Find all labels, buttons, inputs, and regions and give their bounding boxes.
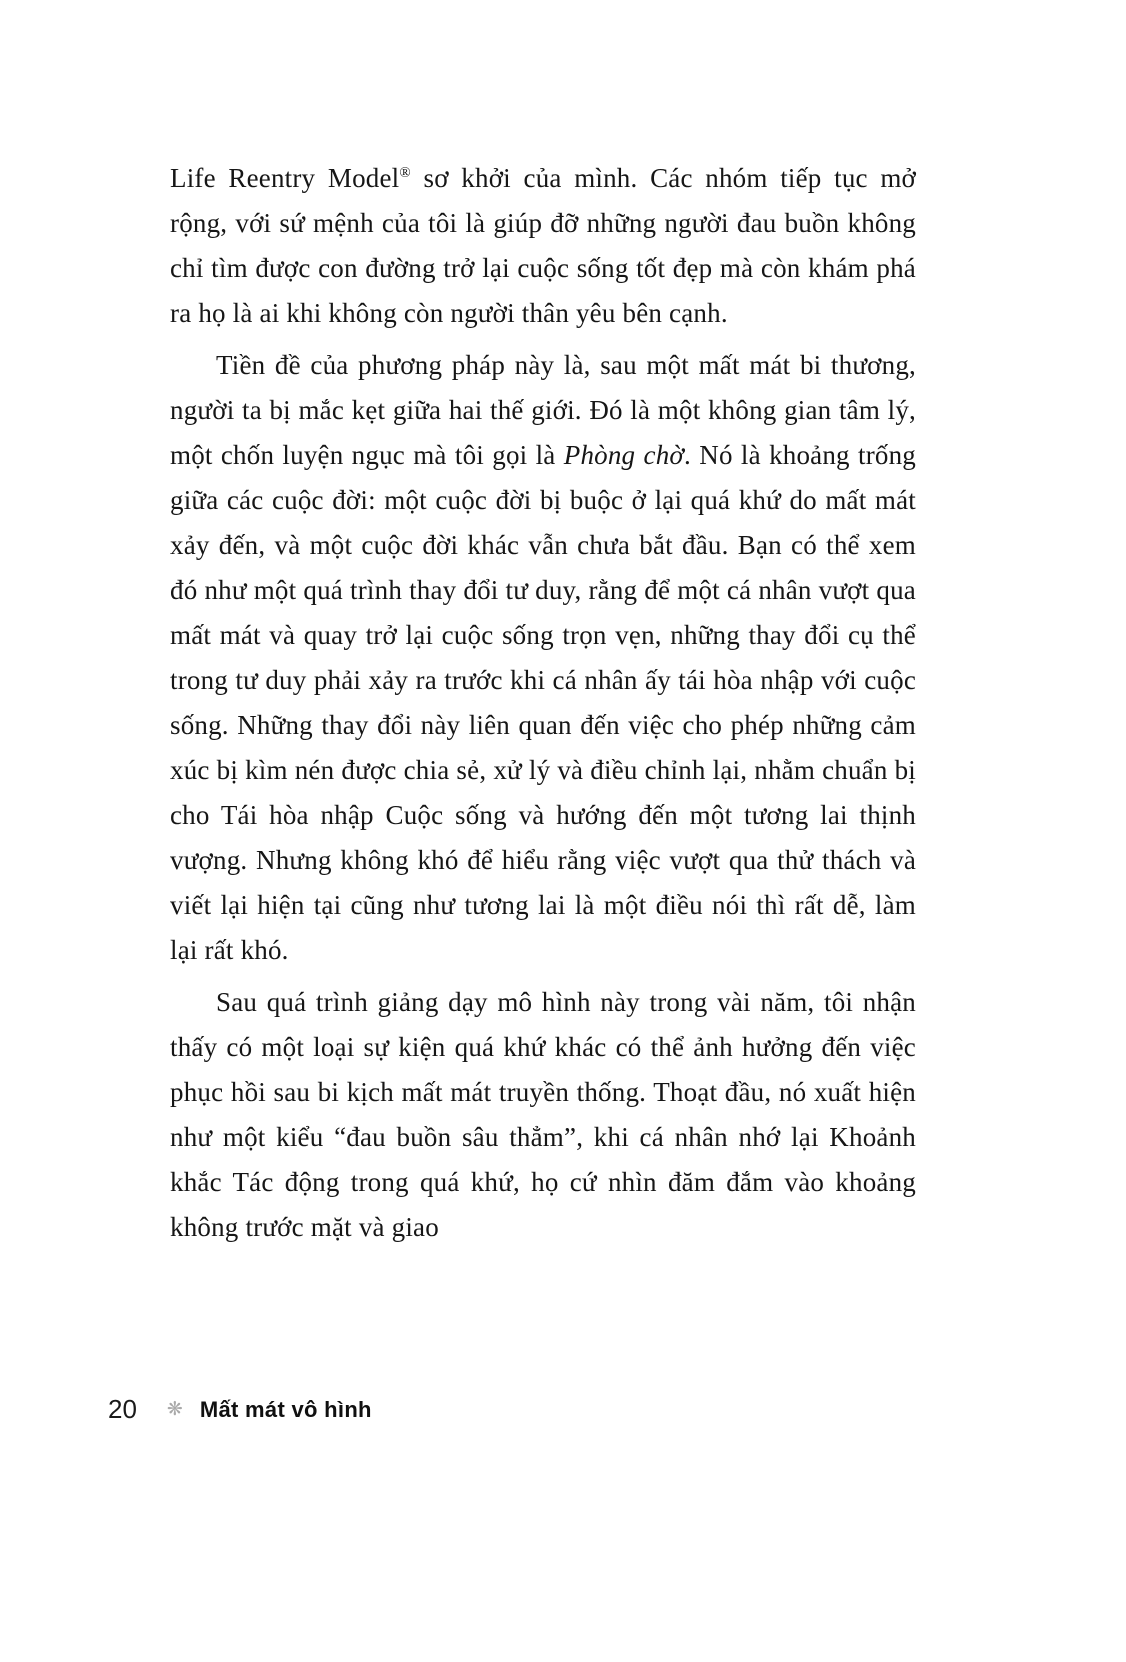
book-title-footer: Mất mát vô hình [199, 1396, 372, 1422]
italic-text: Phòng chờ [563, 440, 685, 470]
text-segment: . Nó là khoảng trống giữa các cuộc đời: một cuộc đời bị buộc ở lại quá khứ do mất mát xảy đến, và một cuộc đời khác vẫn chưa bắt đầu. Bạn có thể xem đó như một quá trình thay đổi tư duy, rằng để một cá nhân vượt qua mất mát và quay trở lại cuộc sống trọn vẹn, những thay đổi cụ thể trong tư duy phải xảy ra trước khi cá nhân ấy tái hòa nhập với cuộc sống. Những thay đổi này liên quan đến việc cho phép những cảm xúc bị kìm nén được chia sẻ, xử lý và điều chỉnh lại, nhằm chuẩn bị cho Tái hòa nhập Cuộc sống và hướng đến một tương lai thịnh vượng. Nhưng không khó để hiểu rằng việc vượt qua thử thách và viết lại hiện tại cũng như tương lai là một điều nói thì rất dễ, làm lại rất khó. [170, 440, 917, 965]
text-segment: Sau quá trình giảng dạy mô hình này trong vài năm, tôi nhận thấy có một loại sự kiện quá khứ khác có thể ảnh hưởng đến việc phục hồi sau bi kịch mất mát truyền thống. Thoạt đầu, nó xuất hiện như một kiểu “đau buồn sâu thẳm”, khi cá nhân nhớ lại Khoảnh khắc Tác động trong quá khứ, họ cứ nhìn đăm đắm vào khoảng không trước mặt và giao [170, 987, 916, 1242]
paragraph [170, 343, 916, 973]
paragraph [170, 156, 916, 336]
text-segment: sơ khởi của mình. Các nhóm tiếp tục mở rộng, với sứ mệnh của tôi là giúp đỡ những người đau buồn không chỉ tìm được con đường trở lại cuộc sống tốt đẹp mà còn khám phá ra họ là ai khi không còn người thân yêu bên cạnh. [170, 163, 916, 328]
page-number: 20 [108, 1394, 137, 1424]
page-text [170, 156, 916, 1250]
text-segment: Life Reentry Model [170, 163, 400, 193]
text-segment: Tiền đề của phương pháp này là, sau một mất mát bi thương, người ta bị mắc kẹt giữa hai thế giới. Đó là một không gian tâm lý, một chốn luyện ngục mà tôi gọi là [170, 350, 916, 470]
paragraph [170, 980, 916, 1250]
text-segment: ® [399, 165, 411, 181]
page-footer [108, 1394, 372, 1425]
flower-icon: ❋ [166, 1399, 183, 1420]
